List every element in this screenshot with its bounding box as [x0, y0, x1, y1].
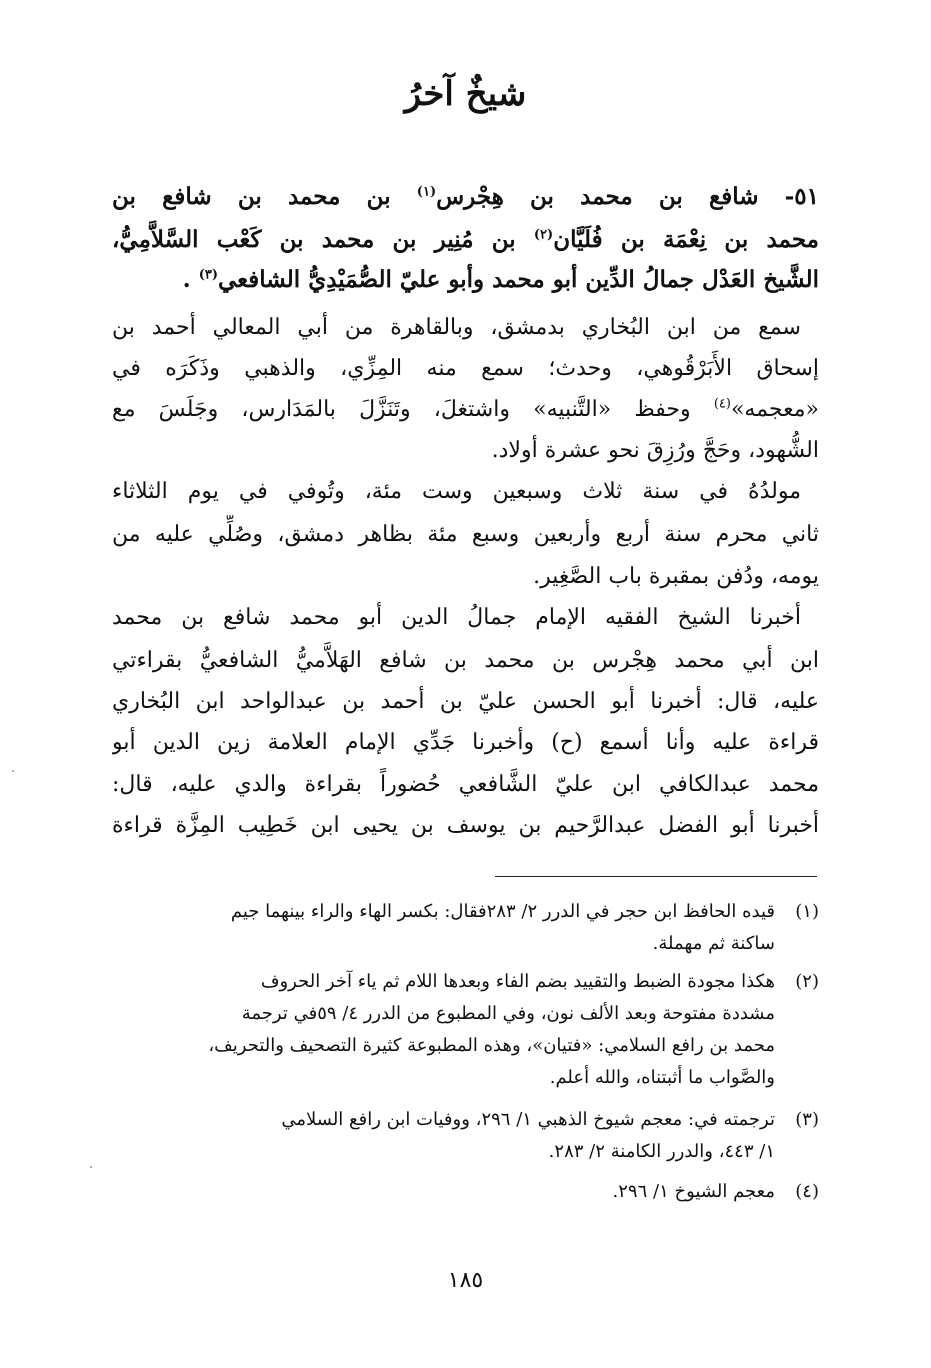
body-line-8: أخبرنا الشيخ الفقيه الإمام جمالُ الدين أبو محمد شافع بن محمد — [112, 605, 801, 630]
body-line-7: يومه، ودُفن بمقبرة باب الصَّغِير. — [533, 564, 819, 589]
body-line-12: محمد عبدالكافي ابن عليّ الشَّافعي حُضوراً بقراءة والدي عليه، قال: — [112, 772, 819, 797]
body-line-11: قراءة عليه وأنا أسمع (ح) وأخبرنا جَدِّي الإمام العلامة زين الدين أبو — [112, 730, 819, 755]
footnote-2-cont: مشددة مفتوحة وبعد الألف نون، وفي المطبوع من الدرر ٤/ ٥٩في ترجمة — [241, 1003, 775, 1024]
body-line-1: سمع من ابن البُخاري بدمشق، وبالقاهرة من أبي المعالي أحمد بن — [112, 315, 801, 340]
footnote-2-cont: والصَّواب ما أثبتناه، والله أعلم. — [549, 1067, 775, 1088]
entry-line-3 — [112, 260, 819, 300]
section-title: شيخٌ آخرُ — [404, 74, 527, 114]
footnote-2-cont: محمد بن رافع السلامي: «فتيان»، وهذه المطبوعة كثيرة التصحيف والتحريف، — [208, 1035, 775, 1056]
body-line-5: مولدُهُ في سنة ثلاث وسبعين وست مئة، وتُوفي في يوم الثلاثاء — [112, 479, 801, 504]
body-text: وحفظ «التَّنبيه» واشتغلَ، وتَنَزَّلَ بالمَدَارس، وجَلَسَ مع — [112, 397, 691, 422]
body-line-13: أخبرنا أبو الفضل عبدالرَّحيم بن يوسف بن يحيى ابن خَطِيب المِزَّة قراءة — [112, 813, 819, 838]
footnote-ref-3[interactable]: (٣) — [198, 267, 218, 283]
body-line-9: ابن أبي محمد هِجْرس بن محمد بن شافع الهَلاَّميُّ الشافعيُّ بقراءتي — [112, 648, 819, 673]
scan-speck — [90, 1166, 92, 1168]
footnote-separator — [495, 876, 817, 877]
entry-titles: الشَّيخ العَدْل جمالُ الدِّين أبو محمد وأبو عليّ الصُّمَيْدِيُّ الشافعي — [218, 266, 819, 293]
entry-name-start: ٥١- شافع بن محمد بن هِجْرس — [436, 183, 819, 210]
body-line-4: الشُّهود، وحَجَّ ورُزِقَ نحو عشرة أولاد. — [491, 438, 819, 463]
entry-lineage-start: محمد بن نِعْمَة بن فُلَيَّان — [553, 226, 819, 253]
footnote-number: (١) — [795, 901, 819, 922]
body-line-3 — [112, 390, 819, 430]
footnote-1 — [112, 897, 819, 927]
entry-line-1 — [112, 177, 819, 217]
footnote-3 — [112, 1105, 819, 1135]
footnote-4 — [112, 1177, 819, 1207]
body-text: «معجمه» — [730, 397, 819, 422]
footnote-1-cont: ساكنة ثم مهملة. — [652, 933, 775, 954]
footnote-3-cont: ١/ ٤٤٣، والدرر الكامنة ٢/ ٢٨٣. — [548, 1141, 775, 1162]
footnote-ref-2[interactable]: (٢) — [533, 227, 554, 243]
entry-end-dot: . — [182, 266, 191, 293]
footnote-text: هكذا مجودة الضبط والتقييد بضم الفاء وبعدها اللام ثم ياء آخر الحروف — [260, 971, 775, 992]
footnote-ref-1[interactable]: (١) — [416, 184, 437, 200]
footnote-number: (٣) — [795, 1109, 819, 1130]
body-line-2: إسحاق الأَبَرْقُوهي، وحدث؛ سمع منه المِزِّي، والذهبي وذَكَرَه في — [112, 356, 819, 381]
entry-name-cont: بن محمد بن شافع بن — [112, 183, 391, 210]
body-line-10: عليه، قال: أخبرنا أبو الحسن عليّ بن أحمد بن عبدالواحد ابن البُخاري — [112, 689, 819, 714]
footnote-text: ترجمته في: معجم شيوخ الذهبي ١/ ٢٩٦، ووفيات ابن رافع السلامي — [281, 1109, 775, 1130]
footnote-text: معجم الشيوخ ١/ ٢٩٦. — [612, 1181, 775, 1202]
page-number: ١٨٥ — [447, 1268, 484, 1293]
footnote-2 — [112, 967, 819, 997]
entry-lineage-cont: بن مُنِير بن محمد بن كَعْب السَّلاَّمِيُّ، — [112, 226, 516, 253]
scan-speck — [12, 770, 14, 772]
footnote-number: (٢) — [795, 971, 819, 992]
footnote-number: (٤) — [795, 1181, 819, 1202]
entry-line-2 — [112, 220, 819, 260]
footnote-text: قيده الحافظ ابن حجر في الدرر ٢/ ٢٨٣فقال: بكسر الهاء والراء بينهما جيم — [230, 901, 775, 922]
footnote-ref-4[interactable]: (٤) — [713, 396, 731, 412]
body-line-6: ثاني محرم سنة أربع وأربعين وسبع مئة بظاهر دمشق، وصُلِّي عليه من — [112, 522, 819, 547]
